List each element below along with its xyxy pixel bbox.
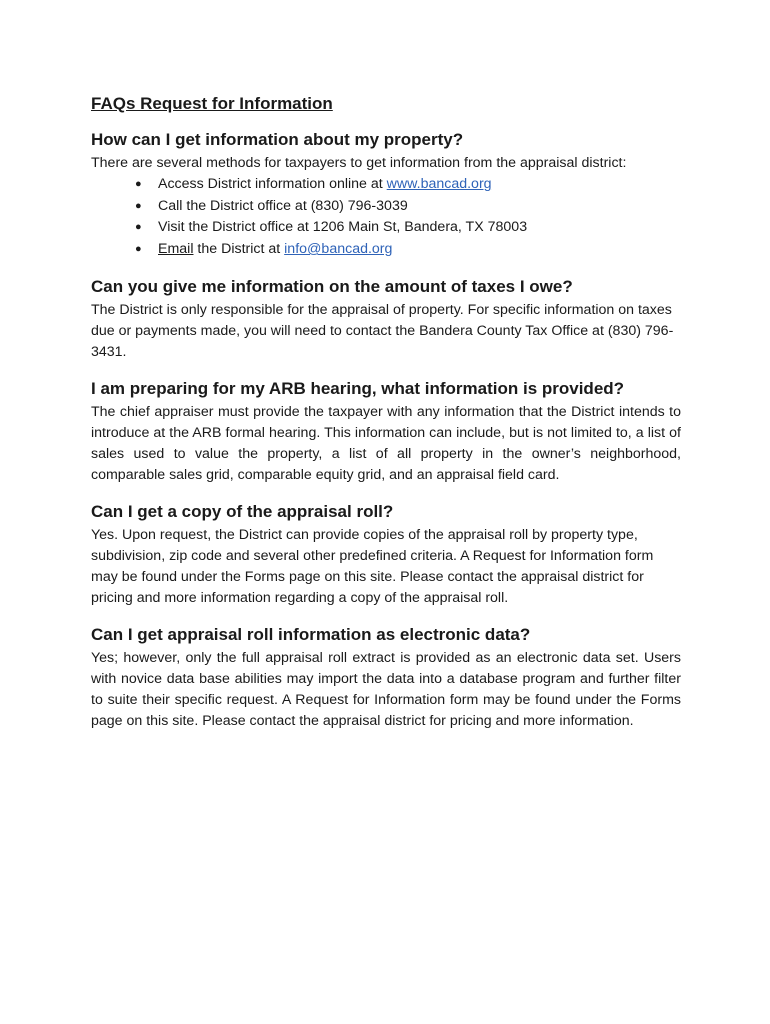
document-page [91, 93, 681, 747]
faq-section-arb-hearing [91, 378, 681, 486]
bullet-icon: ● [135, 243, 142, 256]
faq-answer: Yes. Upon request, the District can provide copies of the appraisal roll by property type, subdivision, zip code and several other predefined criteria. A Request for Information form may be found under the Forms page on this site. Please contact the appraisal district for pricing and more information regarding a copy of the appraisal roll. [91, 526, 654, 606]
faq-answer: The chief appraiser must provide the taxpayer with any information that the District intends to introduce at the ARB formal hearing. This information can include, but is not limited to, a list of sales used to value the property, a list of all property in the owner’s neighborhood, comparable sales grid, comparable equity grid, and an appraisal field card. [91, 403, 681, 483]
faq-section-electronic-data [91, 624, 681, 732]
faq-question: How can I get information about my property? [91, 130, 464, 149]
faq-question: Can I get a copy of the appraisal roll? [91, 501, 394, 521]
faq-question: Can you give me information on the amount of taxes I owe? [91, 276, 573, 296]
list-item [91, 217, 681, 239]
bullet-icon: ● [135, 199, 142, 212]
bullet-icon: ● [135, 178, 142, 190]
bullet-icon: ● [135, 221, 142, 234]
faq-question: Can I get appraisal roll information as electronic data? [91, 624, 531, 644]
email-label: Email [158, 241, 194, 258]
page-title: FAQs Request for Information [91, 94, 333, 113]
faq-section-taxes-owed [91, 276, 681, 363]
list-item-text: Call the District office at (830) 796-3039 [158, 197, 408, 214]
faq-section-property-info [91, 129, 681, 261]
list-item-text: Access District information online at [158, 176, 387, 192]
list-item [91, 196, 681, 218]
methods-list [91, 174, 681, 261]
list-item [91, 239, 681, 261]
list-item-text: the District at [193, 241, 285, 258]
list-item-text: Visit the District office at 1206 Main St, Bandera, TX 78003 [158, 219, 528, 236]
faq-answer: Yes; however, only the full appraisal roll extract is provided as an electronic data set. Users with novice data base abilities may import the data into a database program and further filter to suite their specific request. A Request for Information form may be found under the Forms page on this site. Please contact the appraisal district for pricing and more information. [91, 649, 681, 729]
list-item [91, 174, 681, 196]
faq-intro: There are several methods for taxpayers to get information from the appraisal district: [91, 155, 627, 171]
website-link[interactable]: www.bancad.org [386, 176, 492, 192]
faq-question: I am preparing for my ARB hearing, what information is provided? [91, 378, 625, 398]
faq-section-appraisal-roll-copy [91, 501, 681, 609]
faq-answer: The District is only responsible for the appraisal of property. For specific information on taxes due or payments made, you will need to contact the Bandera County Tax Office at (830) 796-3431. [91, 301, 674, 360]
email-link[interactable]: info@bancad.org [284, 241, 393, 258]
